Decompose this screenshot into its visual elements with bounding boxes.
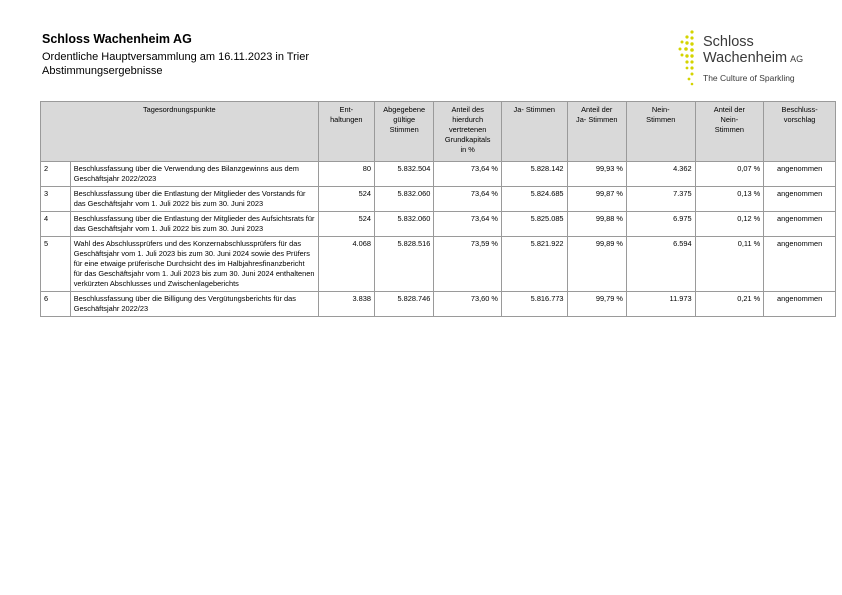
valid-votes-cell: 5.832.060 bbox=[374, 187, 433, 212]
table-row bbox=[41, 162, 836, 187]
header-yes-votes: Ja- Stimmen bbox=[501, 102, 567, 162]
table-row bbox=[41, 292, 836, 317]
resolution-result-cell: angenommen bbox=[764, 292, 836, 317]
no-votes-cell: 6.594 bbox=[626, 237, 695, 292]
valid-votes-cell: 5.832.504 bbox=[374, 162, 433, 187]
no-share-cell: 0,07 % bbox=[695, 162, 764, 187]
yes-share-cell: 99,93 % bbox=[567, 162, 626, 187]
yes-votes-cell: 5.824.685 bbox=[501, 187, 567, 212]
yes-share-cell: 99,87 % bbox=[567, 187, 626, 212]
resolution-result-cell: angenommen bbox=[764, 212, 836, 237]
header-valid-votes: Abgegebene gültige Stimmen bbox=[374, 102, 433, 162]
share-capital-cell: 73,64 % bbox=[434, 162, 502, 187]
no-share-cell: 0,11 % bbox=[695, 237, 764, 292]
agenda-item-description: Beschlussfassung über die Entlastung der Mitglieder des Aufsichtsrats für das Geschäftsjahr vom 1. Juli 2022 bis zum 30. Juni 2023 bbox=[70, 212, 318, 237]
table-row bbox=[41, 187, 836, 212]
yes-share-cell: 99,79 % bbox=[567, 292, 626, 317]
meeting-subtitle: Ordentliche Hauptversammlung am 16.11.2023 in Trier bbox=[42, 51, 309, 63]
header-no-share: Anteil der Nein- Stimmen bbox=[695, 102, 764, 162]
abstentions-cell: 80 bbox=[318, 162, 374, 187]
voting-results-table bbox=[40, 101, 836, 317]
table-row bbox=[41, 212, 836, 237]
agenda-item-description: Beschlussfassung über die Billigung des Vergütungsberichts für das Geschäftsjahr 2022/23 bbox=[70, 292, 318, 317]
agenda-item-description: Wahl des Abschlussprüfers und des Konzernabschlussprüfers für das Geschäftsjahr vom 1. Juli 2023 bis zum 30. Juni 2024 sowie des Prüfers für eine etwaige prüferische Durchsicht des im Halbjahresfinanzbericht für das Geschäftsjahr vom 1. Juli 2023 bis zum 30. Juni 2024 enthaltenen verkürzten Abschlusses und Zwischenlageberichts bbox=[70, 237, 318, 292]
no-share-cell: 0,13 % bbox=[695, 187, 764, 212]
header-resolution: Beschluss- vorschlag bbox=[764, 102, 836, 162]
abstentions-cell: 524 bbox=[318, 187, 374, 212]
header-agenda: Tagesordnungspunkte bbox=[41, 102, 319, 162]
share-capital-cell: 73,64 % bbox=[434, 212, 502, 237]
abstentions-cell: 4.068 bbox=[318, 237, 374, 292]
row-number: 5 bbox=[41, 237, 71, 292]
header-abstentions: Ent- haltungen bbox=[318, 102, 374, 162]
agenda-item-description: Beschlussfassung über die Verwendung des Bilanzgewinns aus dem Geschäftsjahr 2022/2023 bbox=[70, 162, 318, 187]
table-header-row bbox=[41, 102, 836, 162]
company-logo bbox=[676, 28, 816, 90]
no-votes-cell: 6.975 bbox=[626, 212, 695, 237]
yes-share-cell: 99,88 % bbox=[567, 212, 626, 237]
valid-votes-cell: 5.828.746 bbox=[374, 292, 433, 317]
share-capital-cell: 73,60 % bbox=[434, 292, 502, 317]
row-number: 4 bbox=[41, 212, 71, 237]
resolution-result-cell: angenommen bbox=[764, 187, 836, 212]
share-capital-cell: 73,59 % bbox=[434, 237, 502, 292]
dots-mark-icon bbox=[676, 28, 702, 90]
no-share-cell: 0,12 % bbox=[695, 212, 764, 237]
share-capital-cell: 73,64 % bbox=[434, 187, 502, 212]
no-votes-cell: 4.362 bbox=[626, 162, 695, 187]
table-row bbox=[41, 237, 836, 292]
valid-votes-cell: 5.832.060 bbox=[374, 212, 433, 237]
section-subtitle: Abstimmungsergebnisse bbox=[42, 65, 163, 77]
yes-votes-cell: 5.828.142 bbox=[501, 162, 567, 187]
row-number: 2 bbox=[41, 162, 71, 187]
agenda-item-description: Beschlussfassung über die Entlastung der Mitglieder des Vorstands für das Geschäftsjahr vom 1. Juli 2022 bis zum 30. Juni 2023 bbox=[70, 187, 318, 212]
yes-share-cell: 99,89 % bbox=[567, 237, 626, 292]
no-share-cell: 0,21 % bbox=[695, 292, 764, 317]
company-title: Schloss Wachenheim AG bbox=[42, 32, 192, 46]
logo-line-2 bbox=[703, 50, 803, 66]
logo-tagline: The Culture of Sparkling bbox=[703, 73, 795, 83]
yes-votes-cell: 5.816.773 bbox=[501, 292, 567, 317]
resolution-result-cell: angenommen bbox=[764, 162, 836, 187]
logo-line-1: Schloss bbox=[703, 34, 754, 50]
resolution-result-cell: angenommen bbox=[764, 237, 836, 292]
abstentions-cell: 524 bbox=[318, 212, 374, 237]
valid-votes-cell: 5.828.516 bbox=[374, 237, 433, 292]
abstentions-cell: 3.838 bbox=[318, 292, 374, 317]
logo-wordmark: Wachenheim bbox=[703, 50, 788, 66]
row-number: 3 bbox=[41, 187, 71, 212]
header-share-capital: Anteil des hierdurch vertretenen Grundkapitals in % bbox=[434, 102, 502, 162]
yes-votes-cell: 5.821.922 bbox=[501, 237, 567, 292]
logo-suffix: AG bbox=[790, 54, 804, 64]
header-yes-share: Anteil der Ja- Stimmen bbox=[567, 102, 626, 162]
no-votes-cell: 7.375 bbox=[626, 187, 695, 212]
no-votes-cell: 11.973 bbox=[626, 292, 695, 317]
header-no-votes: Nein- Stimmen bbox=[626, 102, 695, 162]
yes-votes-cell: 5.825.085 bbox=[501, 212, 567, 237]
row-number: 6 bbox=[41, 292, 71, 317]
